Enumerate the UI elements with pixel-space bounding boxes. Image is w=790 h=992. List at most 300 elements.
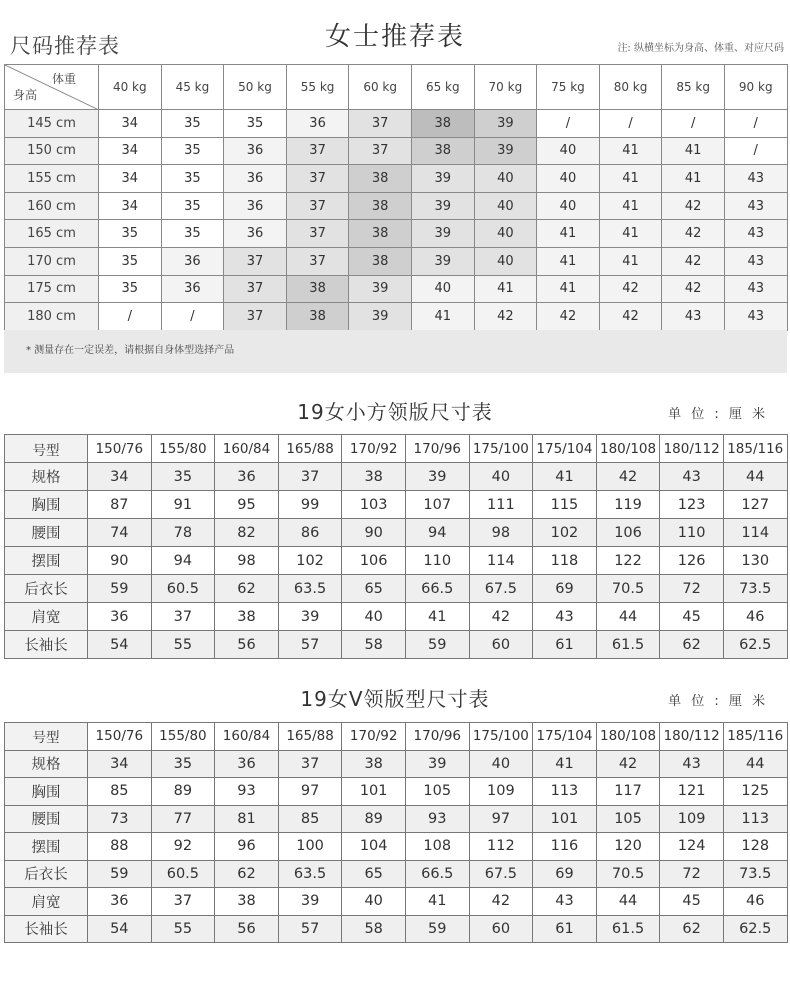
size-header-cell: 155/80: [151, 435, 215, 463]
size-cell: 38: [349, 220, 412, 248]
square-collar-unit: 单 位 : 厘 米: [668, 407, 768, 422]
measure-row: [5, 805, 788, 833]
measure-cell: 60.5: [151, 860, 215, 888]
measure-row: [5, 519, 788, 547]
measure-cell: 99: [278, 491, 342, 519]
size-header-cell: 160/84: [215, 723, 279, 751]
size-cell: 39: [349, 275, 412, 303]
size-cell: 39: [474, 110, 537, 138]
size-header-row: [5, 723, 788, 751]
size-cell: 41: [599, 247, 662, 275]
measure-cell: 59: [405, 631, 469, 659]
height-label: 145 cm: [5, 110, 99, 138]
measure-label: 胸围: [5, 491, 88, 519]
weight-header-cell: 55 kg: [286, 65, 349, 110]
size-header-cell: 170/96: [405, 435, 469, 463]
measure-cell: 120: [596, 833, 660, 861]
size-header-cell: 185/116: [723, 723, 787, 751]
measure-cell: 63.5: [278, 575, 342, 603]
size-cell: 37: [224, 303, 287, 331]
measure-cell: 43: [533, 888, 597, 916]
measure-cell: 62.5: [723, 915, 787, 943]
size-cell: 35: [161, 192, 224, 220]
measure-cell: 89: [151, 778, 215, 806]
measure-label: 规格: [5, 463, 88, 491]
size-header-cell: 185/116: [723, 435, 787, 463]
measure-cell: 41: [533, 750, 597, 778]
size-header-cell: 170/92: [342, 723, 406, 751]
measure-cell: 54: [88, 631, 152, 659]
height-row: [5, 165, 788, 193]
size-cell: 43: [724, 275, 787, 303]
weight-header-cell: 80 kg: [599, 65, 662, 110]
measure-cell: 90: [88, 547, 152, 575]
size-cell: /: [724, 137, 787, 165]
height-row: [5, 110, 788, 138]
measure-cell: 101: [533, 805, 597, 833]
measure-cell: 95: [215, 491, 279, 519]
size-cell: 41: [599, 192, 662, 220]
measure-cell: 38: [342, 463, 406, 491]
size-cell: 42: [662, 192, 725, 220]
measure-cell: 73.5: [723, 860, 787, 888]
measure-cell: 123: [660, 491, 724, 519]
measure-cell: 57: [278, 631, 342, 659]
v-collar-unit: 单 位 : 厘 米: [668, 694, 768, 709]
size-cell: 40: [474, 220, 537, 248]
size-cell: 42: [599, 275, 662, 303]
size-cell: 40: [474, 247, 537, 275]
measure-cell: 67.5: [469, 575, 533, 603]
measure-cell: 37: [151, 888, 215, 916]
measure-cell: 59: [405, 915, 469, 943]
measure-cell: 85: [278, 805, 342, 833]
measure-cell: 70.5: [596, 860, 660, 888]
size-cell: 37: [349, 110, 412, 138]
measure-row: [5, 833, 788, 861]
measure-label: 摆围: [5, 547, 88, 575]
measure-cell: 42: [596, 750, 660, 778]
measure-cell: 108: [405, 833, 469, 861]
size-cell: /: [537, 110, 600, 138]
size-cell: 41: [537, 247, 600, 275]
measure-cell: 41: [405, 888, 469, 916]
size-header-cell: 165/88: [278, 723, 342, 751]
size-header-cell: 150/76: [88, 435, 152, 463]
size-header-cell: 160/84: [215, 435, 279, 463]
size-cell: 41: [599, 137, 662, 165]
measure-cell: 40: [342, 603, 406, 631]
measure-cell: 88: [88, 833, 152, 861]
size-cell: 42: [599, 303, 662, 331]
measure-cell: 91: [151, 491, 215, 519]
size-cell: 37: [224, 275, 287, 303]
measure-cell: 124: [660, 833, 724, 861]
measure-cell: 55: [151, 631, 215, 659]
measure-cell: 38: [215, 603, 279, 631]
measure-cell: 61.5: [596, 915, 660, 943]
measure-cell: 105: [596, 805, 660, 833]
measure-cell: 62.5: [723, 631, 787, 659]
size-header-cell: 180/108: [596, 723, 660, 751]
measure-cell: 58: [342, 915, 406, 943]
recommend-table: [4, 64, 788, 331]
measure-cell: 40: [342, 888, 406, 916]
size-cell: 43: [724, 165, 787, 193]
measure-row: [5, 860, 788, 888]
size-header-cell: 175/100: [469, 435, 533, 463]
measure-cell: 61: [533, 631, 597, 659]
measure-cell: 101: [342, 778, 406, 806]
size-cell: 34: [99, 137, 162, 165]
size-cell: 42: [662, 220, 725, 248]
measure-cell: 72: [660, 575, 724, 603]
height-label: 170 cm: [5, 247, 99, 275]
measure-cell: 106: [342, 547, 406, 575]
measure-label: 腰围: [5, 805, 88, 833]
measure-cell: 41: [533, 463, 597, 491]
header-label: 号型: [5, 435, 88, 463]
measure-cell: 34: [88, 463, 152, 491]
size-cell: 40: [474, 165, 537, 193]
size-cell: 35: [99, 220, 162, 248]
measure-cell: 39: [405, 750, 469, 778]
measure-cell: 103: [342, 491, 406, 519]
size-cell: 37: [286, 247, 349, 275]
measure-cell: 111: [469, 491, 533, 519]
size-cell: 37: [349, 137, 412, 165]
size-header-cell: 170/92: [342, 435, 406, 463]
weight-header-cell: 70 kg: [474, 65, 537, 110]
measure-cell: 87: [88, 491, 152, 519]
measure-cell: 40: [469, 750, 533, 778]
measure-cell: 98: [215, 547, 279, 575]
measure-row: [5, 463, 788, 491]
measure-cell: 82: [215, 519, 279, 547]
v-collar-size-table: [4, 722, 788, 943]
measure-cell: 94: [405, 519, 469, 547]
measure-cell: 93: [215, 778, 279, 806]
measure-label: 后衣长: [5, 860, 88, 888]
height-row: [5, 220, 788, 248]
measure-cell: 62: [215, 575, 279, 603]
measure-cell: 39: [278, 603, 342, 631]
size-cell: 43: [724, 303, 787, 331]
size-cell: 41: [662, 137, 725, 165]
measure-cell: 109: [469, 778, 533, 806]
measure-cell: 44: [723, 463, 787, 491]
size-cell: 43: [662, 303, 725, 331]
measure-cell: 36: [88, 888, 152, 916]
size-cell: 39: [349, 303, 412, 331]
measure-cell: 60: [469, 631, 533, 659]
height-label: 180 cm: [5, 303, 99, 331]
measure-cell: 67.5: [469, 860, 533, 888]
measure-cell: 109: [660, 805, 724, 833]
size-cell: 37: [286, 192, 349, 220]
measure-cell: 41: [405, 603, 469, 631]
size-cell: 35: [99, 275, 162, 303]
measure-cell: 70.5: [596, 575, 660, 603]
size-cell: 35: [99, 247, 162, 275]
measure-cell: 107: [405, 491, 469, 519]
measure-cell: 97: [278, 778, 342, 806]
size-cell: 36: [286, 110, 349, 138]
size-header-row: [5, 435, 788, 463]
measure-label: 肩宽: [5, 888, 88, 916]
measure-row: [5, 778, 788, 806]
measure-label: 腰围: [5, 519, 88, 547]
measure-cell: 89: [342, 805, 406, 833]
size-cell: 42: [537, 303, 600, 331]
measure-cell: 73.5: [723, 575, 787, 603]
weight-header-cell: 75 kg: [537, 65, 600, 110]
size-cell: 34: [99, 110, 162, 138]
size-cell: 34: [99, 192, 162, 220]
size-cell: 38: [286, 303, 349, 331]
measure-cell: 42: [596, 463, 660, 491]
measure-cell: 69: [533, 860, 597, 888]
measure-row: [5, 547, 788, 575]
size-cell: 38: [349, 192, 412, 220]
measure-row: [5, 750, 788, 778]
size-cell: 36: [161, 247, 224, 275]
height-label: 155 cm: [5, 165, 99, 193]
measure-cell: 59: [88, 860, 152, 888]
measure-cell: 59: [88, 575, 152, 603]
measure-cell: 39: [278, 888, 342, 916]
measure-label: 后衣长: [5, 575, 88, 603]
measure-label: 长袖长: [5, 631, 88, 659]
height-row: [5, 275, 788, 303]
size-cell: 36: [224, 165, 287, 193]
measure-label: 规格: [5, 750, 88, 778]
measure-cell: 128: [723, 833, 787, 861]
size-cell: 35: [161, 220, 224, 248]
measure-cell: 35: [151, 463, 215, 491]
measure-row: [5, 631, 788, 659]
page-title: 女士推荐表: [324, 22, 465, 52]
size-header-cell: 150/76: [88, 723, 152, 751]
measure-cell: 36: [215, 463, 279, 491]
height-label: 165 cm: [5, 220, 99, 248]
size-cell: 39: [411, 192, 474, 220]
size-cell: 38: [286, 275, 349, 303]
measure-label: 胸围: [5, 778, 88, 806]
measure-cell: 38: [215, 888, 279, 916]
size-header-cell: 175/104: [533, 723, 597, 751]
measure-cell: 93: [405, 805, 469, 833]
measure-cell: 96: [215, 833, 279, 861]
size-cell: 41: [599, 165, 662, 193]
weight-header-row: [5, 65, 788, 110]
size-cell: 35: [224, 110, 287, 138]
size-cell: 39: [411, 220, 474, 248]
measure-cell: 54: [88, 915, 152, 943]
square-collar-size-table: [4, 434, 788, 659]
size-cell: 39: [411, 165, 474, 193]
height-label: 160 cm: [5, 192, 99, 220]
measure-cell: 85: [88, 778, 152, 806]
table-corner: [5, 65, 99, 110]
measure-cell: 106: [596, 519, 660, 547]
measure-cell: 45: [660, 888, 724, 916]
size-cell: 37: [286, 165, 349, 193]
weight-header-cell: 50 kg: [224, 65, 287, 110]
measure-cell: 110: [660, 519, 724, 547]
measure-row: [5, 603, 788, 631]
measure-cell: 37: [278, 750, 342, 778]
size-cell: 35: [161, 110, 224, 138]
size-cell: 42: [474, 303, 537, 331]
measure-row: [5, 491, 788, 519]
measure-cell: 127: [723, 491, 787, 519]
measure-cell: 69: [533, 575, 597, 603]
size-cell: 34: [99, 165, 162, 193]
measure-cell: 43: [660, 463, 724, 491]
measure-cell: 122: [596, 547, 660, 575]
size-cell: /: [161, 303, 224, 331]
size-header-cell: 155/80: [151, 723, 215, 751]
size-cell: /: [662, 110, 725, 138]
size-cell: 40: [537, 192, 600, 220]
corner-weight-label: 体重: [51, 72, 76, 86]
measure-cell: 56: [215, 915, 279, 943]
size-cell: 35: [161, 137, 224, 165]
size-cell: 38: [349, 247, 412, 275]
measure-cell: 42: [469, 603, 533, 631]
measure-cell: 97: [469, 805, 533, 833]
measure-cell: 102: [533, 519, 597, 547]
size-recommend-title: 尺码推荐表: [10, 34, 120, 58]
measure-cell: 61: [533, 915, 597, 943]
measure-cell: 37: [151, 603, 215, 631]
size-cell: /: [724, 110, 787, 138]
v-collar-table-title: 19女V领版型尺寸表: [300, 687, 490, 711]
measure-cell: 98: [469, 519, 533, 547]
measure-cell: 57: [278, 915, 342, 943]
size-header-cell: 180/112: [660, 723, 724, 751]
size-cell: 38: [411, 137, 474, 165]
measure-cell: 104: [342, 833, 406, 861]
measure-cell: 121: [660, 778, 724, 806]
height-row: [5, 137, 788, 165]
measure-cell: 90: [342, 519, 406, 547]
size-cell: 36: [224, 137, 287, 165]
corner-height-label: 身高: [13, 88, 38, 102]
size-cell: 38: [349, 165, 412, 193]
size-cell: 41: [599, 220, 662, 248]
weight-header-cell: 90 kg: [724, 65, 787, 110]
size-cell: 42: [662, 275, 725, 303]
measure-label: 长袖长: [5, 915, 88, 943]
size-header-cell: 180/112: [660, 435, 724, 463]
measure-cell: 58: [342, 631, 406, 659]
measure-cell: 36: [88, 603, 152, 631]
measure-row: [5, 915, 788, 943]
measure-cell: 46: [723, 888, 787, 916]
height-label: 150 cm: [5, 137, 99, 165]
measure-cell: 56: [215, 631, 279, 659]
weight-header-cell: 40 kg: [99, 65, 162, 110]
weight-header-cell: 65 kg: [411, 65, 474, 110]
measure-row: [5, 575, 788, 603]
measure-cell: 60: [469, 915, 533, 943]
measure-cell: 44: [596, 888, 660, 916]
measure-label: 肩宽: [5, 603, 88, 631]
measure-cell: 114: [723, 519, 787, 547]
measure-cell: 45: [660, 603, 724, 631]
measure-label: 摆围: [5, 833, 88, 861]
measure-cell: 65: [342, 575, 406, 603]
size-cell: 41: [537, 275, 600, 303]
size-cell: /: [599, 110, 662, 138]
measure-cell: 117: [596, 778, 660, 806]
size-cell: 38: [411, 110, 474, 138]
measure-cell: 62: [660, 915, 724, 943]
measure-cell: 113: [723, 805, 787, 833]
size-cell: 36: [224, 220, 287, 248]
measure-cell: 78: [151, 519, 215, 547]
measure-cell: 119: [596, 491, 660, 519]
size-cell: 40: [411, 275, 474, 303]
measure-cell: 94: [151, 547, 215, 575]
measure-cell: 62: [660, 631, 724, 659]
size-cell: 41: [411, 303, 474, 331]
size-cell: 36: [161, 275, 224, 303]
height-label: 175 cm: [5, 275, 99, 303]
measure-cell: 55: [151, 915, 215, 943]
measure-cell: 65: [342, 860, 406, 888]
measure-cell: 66.5: [405, 575, 469, 603]
measure-cell: 102: [278, 547, 342, 575]
measure-cell: 44: [596, 603, 660, 631]
measure-cell: 39: [405, 463, 469, 491]
header-label: 号型: [5, 723, 88, 751]
size-cell: 40: [474, 192, 537, 220]
height-row: [5, 303, 788, 331]
measure-cell: 34: [88, 750, 152, 778]
measure-cell: 61.5: [596, 631, 660, 659]
size-cell: 41: [474, 275, 537, 303]
measure-cell: 46: [723, 603, 787, 631]
measure-cell: 72: [660, 860, 724, 888]
weight-header-cell: 45 kg: [161, 65, 224, 110]
size-cell: 43: [724, 192, 787, 220]
measure-cell: 110: [405, 547, 469, 575]
height-row: [5, 192, 788, 220]
size-cell: 42: [662, 247, 725, 275]
size-cell: 36: [224, 192, 287, 220]
measure-cell: 115: [533, 491, 597, 519]
measure-cell: 86: [278, 519, 342, 547]
size-header-cell: 175/100: [469, 723, 533, 751]
measure-cell: 73: [88, 805, 152, 833]
size-cell: 43: [724, 247, 787, 275]
measure-cell: 35: [151, 750, 215, 778]
recommend-footnote: * 测量存在一定误差，请根据自身体型选择产品: [4, 330, 787, 373]
measure-cell: 113: [533, 778, 597, 806]
axis-note: 注: 纵横坐标为身高、体重、对应尺码: [617, 43, 784, 54]
measure-cell: 43: [533, 603, 597, 631]
measure-cell: 42: [469, 888, 533, 916]
measure-cell: 125: [723, 778, 787, 806]
measure-cell: 112: [469, 833, 533, 861]
measure-cell: 62: [215, 860, 279, 888]
measure-cell: 74: [88, 519, 152, 547]
size-cell: 40: [537, 137, 600, 165]
measure-cell: 100: [278, 833, 342, 861]
